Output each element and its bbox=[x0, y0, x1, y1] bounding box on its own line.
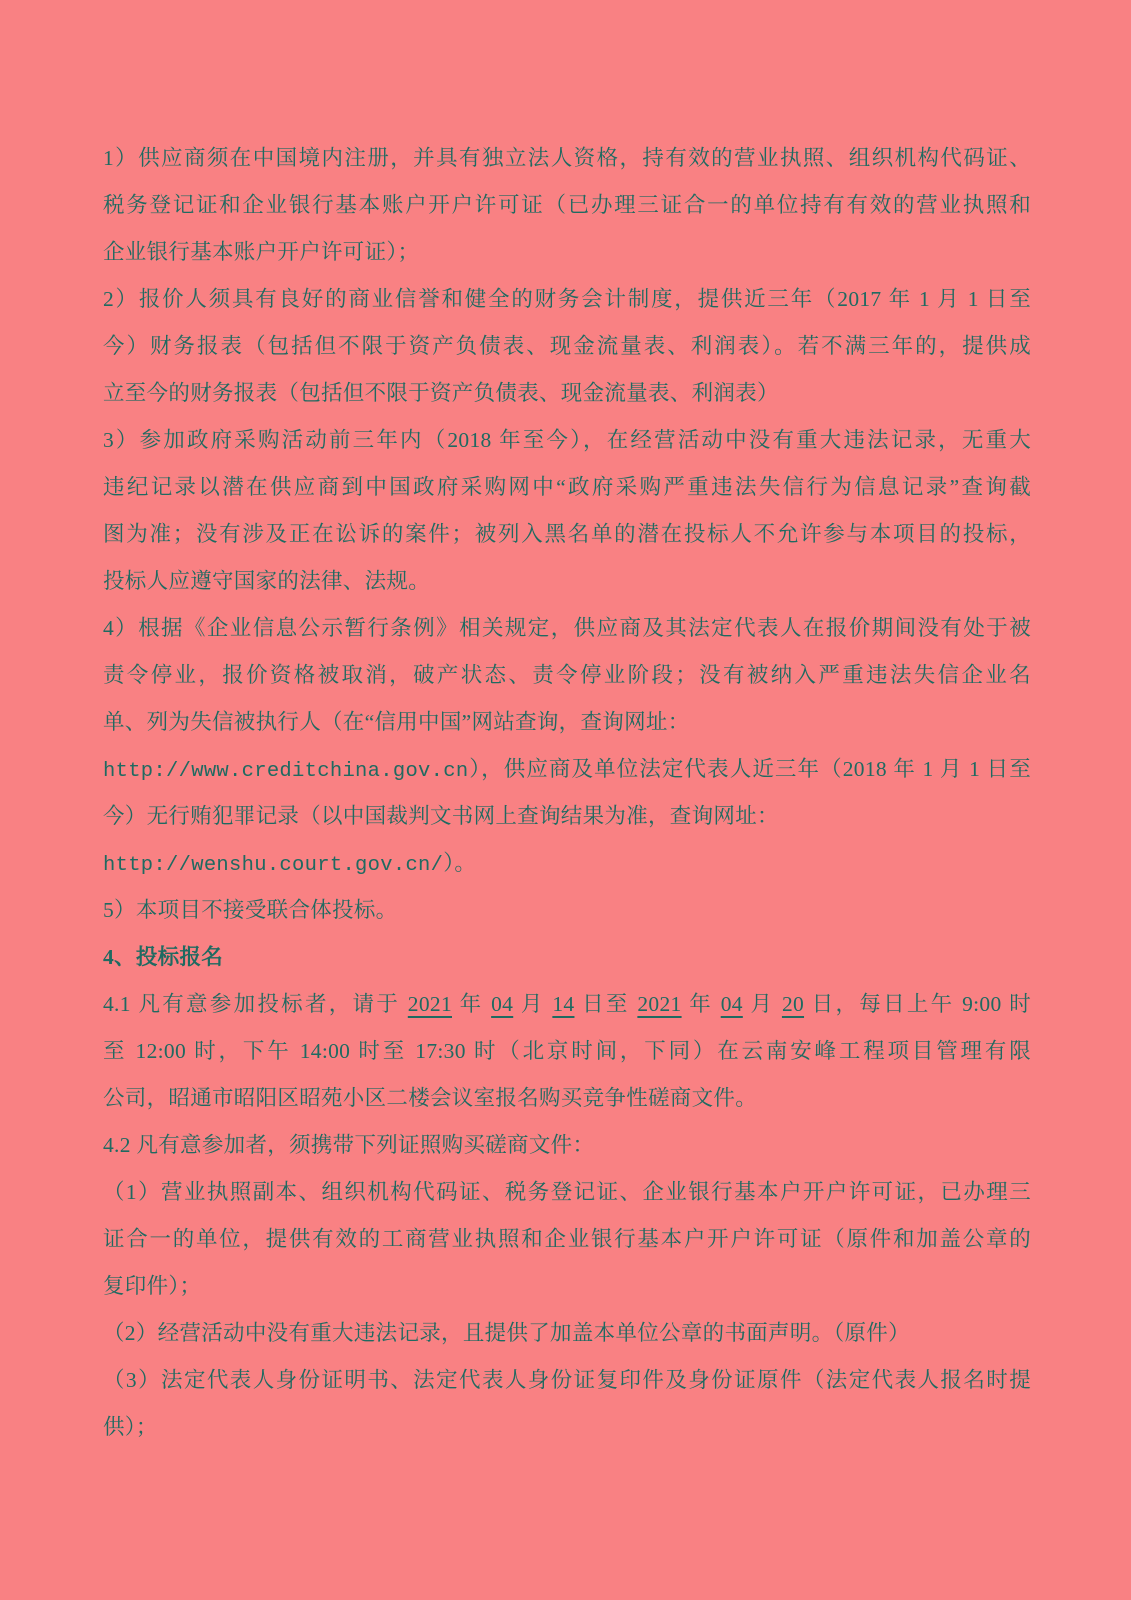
text-line bbox=[103, 323, 1031, 370]
text-segment: 图为准；没有涉及正在讼诉的案件；被列入黑名单的潜在投标人不允许参与本项目的投标， bbox=[103, 522, 1031, 546]
text-segment: 4）根据《企业信息公示暂行条例》相关规定，供应商及其法定代表人在报价期间没有处于被 bbox=[103, 616, 1031, 640]
url-text: http://wenshu.court.gov.cn/ bbox=[103, 854, 444, 877]
underlined-date: 14 bbox=[552, 992, 575, 1016]
text-segment: （3）法定代表人身份证明书、法定代表人身份证复印件及身份证原件（法定代表人报名时提 bbox=[103, 1368, 1031, 1392]
text-segment: 2）报价人须具有良好的商业信誉和健全的财务会计制度，提供近三年（2017 年 1 月 1 日至 bbox=[103, 287, 1031, 311]
text-segment: ），供应商及单位法定代表人近三年（2018 年 1 月 1 日至 bbox=[468, 757, 1031, 781]
text-segment: 月 bbox=[742, 992, 782, 1016]
text-segment: 复印件）； bbox=[103, 1274, 202, 1298]
underlined-date: 2021 bbox=[637, 992, 682, 1016]
text-segment: 违纪记录以潜在供应商到中国政府采购网中“政府采购严重违法失信行为信息记录”查询截 bbox=[103, 475, 1031, 499]
text-segment: 5）本项目不接受联合体投标。 bbox=[103, 898, 398, 922]
text-line bbox=[103, 464, 1031, 511]
underlined-date: 2021 bbox=[407, 992, 452, 1016]
text-line bbox=[103, 1263, 1031, 1310]
text-line bbox=[103, 558, 1031, 605]
text-line bbox=[103, 746, 1031, 793]
underlined-date: 04 bbox=[720, 992, 743, 1016]
text-segment: 税务登记证和企业银行基本账户开户许可证（已办理三证合一的单位持有有效的营业执照和 bbox=[103, 193, 1031, 217]
text-line bbox=[103, 511, 1031, 558]
text-segment: 立至今的财务报表（包括但不限于资产负债表、现金流量表、利润表） bbox=[103, 381, 779, 405]
text-line bbox=[103, 1169, 1031, 1216]
section-heading-bid-registration bbox=[103, 934, 1031, 981]
text-line bbox=[103, 1075, 1031, 1122]
text-line bbox=[103, 1404, 1031, 1451]
text-segment: 公司，昭通市昭阳区昭苑小区二楼会议室报名购买竞争性磋商文件。 bbox=[103, 1086, 758, 1110]
text-segment: 今）无行贿犯罪记录（以中国裁判文书网上查询结果为准，查询网址： bbox=[103, 804, 779, 828]
text-segment: 企业银行基本账户开户许可证）； bbox=[103, 240, 420, 264]
underlined-date: 04 bbox=[491, 992, 514, 1016]
text-line bbox=[103, 840, 1031, 887]
text-segment: 日至 bbox=[574, 992, 638, 1016]
text-segment: 供）； bbox=[103, 1415, 158, 1439]
text-line bbox=[103, 1310, 1031, 1357]
text-line bbox=[103, 699, 1031, 746]
document-body bbox=[103, 135, 1031, 1451]
text-line bbox=[103, 605, 1031, 652]
text-segment: 单、列为失信被执行人（在“信用中国”网站查询，查询网址： bbox=[103, 710, 690, 734]
text-line bbox=[103, 370, 1031, 417]
text-line bbox=[103, 417, 1031, 464]
text-segment: 3）参加政府采购活动前三年内（2018 年至今），在经营活动中没有重大违法记录，无重大 bbox=[103, 428, 1031, 452]
text-segment: （2）经营活动中没有重大违法记录，且提供了加盖本单位公章的书面声明。（原件） bbox=[103, 1321, 910, 1345]
text-line bbox=[103, 182, 1031, 229]
text-segment: （1）营业执照副本、组织机构代码证、税务登记证、企业银行基本户开户许可证，已办理三 bbox=[103, 1180, 1031, 1204]
text-line bbox=[103, 1028, 1031, 1075]
text-segment: 至 12:00 时，下午 14:00 时至 17:30 时（北京时间，下同）在云南安峰工程项目管理有限 bbox=[103, 1039, 1031, 1063]
text-segment: 日，每日上午 9:00 时 bbox=[804, 992, 1031, 1016]
text-segment: 年 bbox=[681, 992, 721, 1016]
text-line bbox=[103, 276, 1031, 323]
text-segment: 证合一的单位，提供有效的工商营业执照和企业银行基本户开户许可证（原件和加盖公章的 bbox=[103, 1227, 1031, 1251]
text-line bbox=[103, 1216, 1031, 1263]
text-segment: 4.2 凡有意参加者，须携带下列证照购买磋商文件： bbox=[103, 1133, 595, 1157]
text-segment: 今）财务报表（包括但不限于资产负债表、现金流量表、利润表）。若不满三年的，提供成 bbox=[103, 334, 1031, 358]
underlined-date: 20 bbox=[781, 992, 805, 1016]
text-line bbox=[103, 793, 1031, 840]
text-line bbox=[103, 229, 1031, 276]
text-segment: 责令停业，报价资格被取消，破产状态、责令停业阶段；没有被纳入严重违法失信企业名 bbox=[103, 663, 1031, 687]
text-line bbox=[103, 135, 1031, 182]
text-line bbox=[103, 652, 1031, 699]
text-line bbox=[103, 887, 1031, 934]
text-segment: 1）供应商须在中国境内注册，并具有独立法人资格，持有效的营业执照、组织机构代码证、 bbox=[103, 146, 1031, 170]
text-line bbox=[103, 1122, 1031, 1169]
text-segment: 年 bbox=[452, 992, 492, 1016]
text-line bbox=[103, 1357, 1031, 1404]
text-segment: 4.1 凡有意参加投标者，请于 bbox=[103, 992, 408, 1016]
text-line bbox=[103, 981, 1031, 1028]
url-text: http://www.creditchina.gov.cn bbox=[103, 760, 469, 783]
text-segment: 月 bbox=[513, 992, 553, 1016]
text-segment: ）。 bbox=[443, 851, 477, 875]
text-segment: 4、投标报名 bbox=[103, 945, 224, 969]
text-segment: 投标人应遵守国家的法律、法规。 bbox=[103, 569, 431, 593]
